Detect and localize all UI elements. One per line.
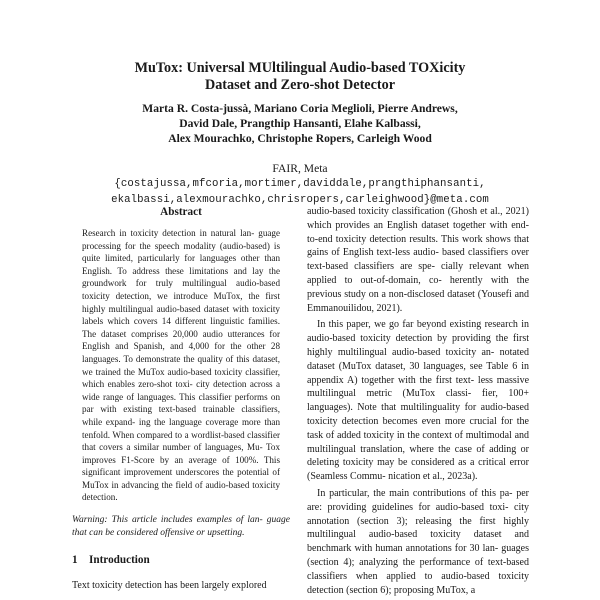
section-number: 1 (72, 554, 78, 567)
paragraph-3-line: highly multilingual audio-based toxicity dataset (307, 515, 529, 541)
paper-title (0, 60, 600, 94)
author-list (0, 101, 600, 146)
paragraph-2-line: be considered as a critical error (Seamless Commu- (307, 457, 530, 483)
abstract-line: toxicity classifier, which enables zero-shot toxi- (82, 366, 281, 390)
authors-line-1: Marta R. Costa-jussà, Mariano Coria Meglioli, Pierre Andrews, (142, 102, 458, 115)
warning-line-1: Warning: This article includes examples of lan- (72, 515, 263, 526)
emails-line-1: {costajussa,mfcoria,mortimer,daviddale,prangthiphansanti, (114, 178, 486, 190)
abstract-line: ing the language coverage more than tenfold. (82, 416, 281, 440)
abstract-line: languages other than English. To address these (82, 253, 280, 276)
emails-line-2: ekalbassi,alexmourachko,chrisropers,carleighwood}@meta.com (111, 194, 489, 206)
authors-line-2: David Dale, Prangthip Hansanti, Elahe Kalbassi, (179, 117, 421, 130)
paragraph-3-line: city annotation (section 3); releasing the first (307, 501, 529, 527)
paragraph-2-line: for audio-based toxicity detection becomes even (307, 402, 530, 427)
paragraph-3-line: guages (section 4); analyzing the performance of (307, 543, 530, 568)
paragraph-1-line: 2021) which provides an English dataset together (307, 206, 529, 231)
abstract-line: dataset comprises 20,000 audio utterances for (100, 328, 280, 339)
abstract-line: that covers a similar number of languages, Mu- (82, 442, 263, 453)
paragraph-2-line: Table 6 in appendix A) together with the first text- (307, 360, 529, 386)
paragraph-3-line: In particular, the main contributions of this pa- (317, 487, 513, 499)
abstract-line: When compared to a wordlist-based classifier (112, 429, 281, 440)
abstract-line: text-based trainable classifiers, while expand- (82, 404, 280, 427)
paragraph-2-line: In this paper, we go far beyond existing research (317, 319, 518, 331)
paragraph-1-line: with end-to-end toxicity detection results. This (307, 219, 530, 245)
paragraph-2-line: more crucial for the task of added toxicity in the (307, 415, 529, 441)
paragraph-1-line: based classifiers over text-based classifiers are spe- (307, 247, 529, 273)
abstract-line: this dataset, we trained the MuTox audio-based (82, 353, 280, 377)
paragraph-3-line: and benchmark with human annotations for 30 lan- (307, 529, 529, 555)
abstract-line: This classifier performs on par with existing (82, 391, 281, 415)
abstract-line: multilingual audio-based toxicity detection, we (82, 278, 280, 301)
paragraph-1-line: audio-based toxicity classification (Ghosh et al., (307, 206, 503, 217)
warning-line-2: guage that can be considered offensive or upsetting. (72, 515, 290, 539)
section-title: Introduction (89, 554, 150, 567)
abstract-body (82, 227, 280, 504)
right-column (307, 205, 529, 597)
paragraph-3-line: toxicity detection (section 6); proposing MuTox, a (307, 570, 529, 596)
paragraph-2-line: in audio-based toxicity detection by providing the (307, 319, 529, 345)
abstract-line: guage processing for the speech modality (82, 228, 280, 251)
title-line-1: MuTox: Universal MUltilingual Audio-based TOXicity (134, 60, 466, 76)
authors-line-3: Alex Mourachko, Christophe Ropers, Carleigh Wood (168, 132, 432, 145)
author-emails (0, 176, 600, 208)
abstract-line: audio-based toxicity detection. (82, 479, 281, 503)
paragraph-2-line: nication et al., 2023a). (388, 471, 478, 483)
abstract-line: (audio-based) is quite limited, particularly for (82, 240, 280, 264)
abstract-line: audio-based dataset with toxicity labels which (82, 303, 280, 327)
abstract-line: Research in toxicity detection in natural lan- (82, 228, 255, 238)
abstract-line: limitations and lay the groundwork for truly (82, 265, 281, 289)
abstract-line: Tox improves F1-Score by an average of 100%. (82, 442, 281, 465)
abstract-line: city detection across a wide range of languages. (82, 379, 280, 402)
paragraph-2-line: fier, 100+ languages). Note that multilinguality (307, 388, 530, 414)
paragraph-1-line: cially relevant when applied to out-of-domain, co- (307, 261, 530, 286)
content-warning (72, 514, 290, 540)
abstract-line: 28 languages. To demonstrate the quality of (82, 341, 280, 364)
paragraph-1-line: work shows that gains of English text-less audio- (307, 233, 529, 259)
paragraph-1 (307, 205, 529, 315)
paragraph-2-line: first highly multilingual audio-based toxicity an- (307, 333, 530, 358)
paragraph-1-line: dataset (Yousefi and Emmanouilidou, 2021). (307, 288, 530, 314)
paragraph-1-line: herently with the previous study on a non-disclosed (307, 274, 530, 300)
abstract-line: English and Spanish, and 4,000 for the other (82, 341, 266, 352)
paragraph-2-line: less massive multilingual metric (MuTox classi- (307, 374, 530, 400)
paragraph-2-line: context of multimodal and multilingual translation, (307, 429, 530, 455)
abstract-line: introduce MuTox, the first highly multilingual (82, 290, 280, 314)
paragraph-3-line: text-based classifiers when applied to audio-based (307, 556, 529, 582)
paragraph-3 (307, 487, 529, 597)
paragraph-2 (307, 318, 529, 484)
affiliation: FAIR, Meta (272, 162, 328, 175)
section-heading-introduction (72, 553, 290, 567)
abstract-heading: Abstract (160, 206, 202, 218)
abstract-line: covers 14 different linguistic families. The (82, 316, 280, 339)
intro-first-line: Text toxicity detection has been largely explored (72, 580, 267, 592)
paragraph-2-line: notated dataset (MuTox dataset, 30 languages, see (307, 346, 529, 372)
paragraph-3-line: per are: providing guidelines for audio-based toxi- (307, 487, 529, 513)
abstract-line: potential of MuTox in advancing the field of (82, 467, 280, 490)
left-column (72, 205, 290, 593)
abstract-line: This significant improvement underscores the (82, 454, 280, 478)
title-line-2: Dataset and Zero-shot Detector (204, 77, 396, 93)
paragraph-2-line: where the case of adding or deleting toxicity may (307, 443, 530, 469)
